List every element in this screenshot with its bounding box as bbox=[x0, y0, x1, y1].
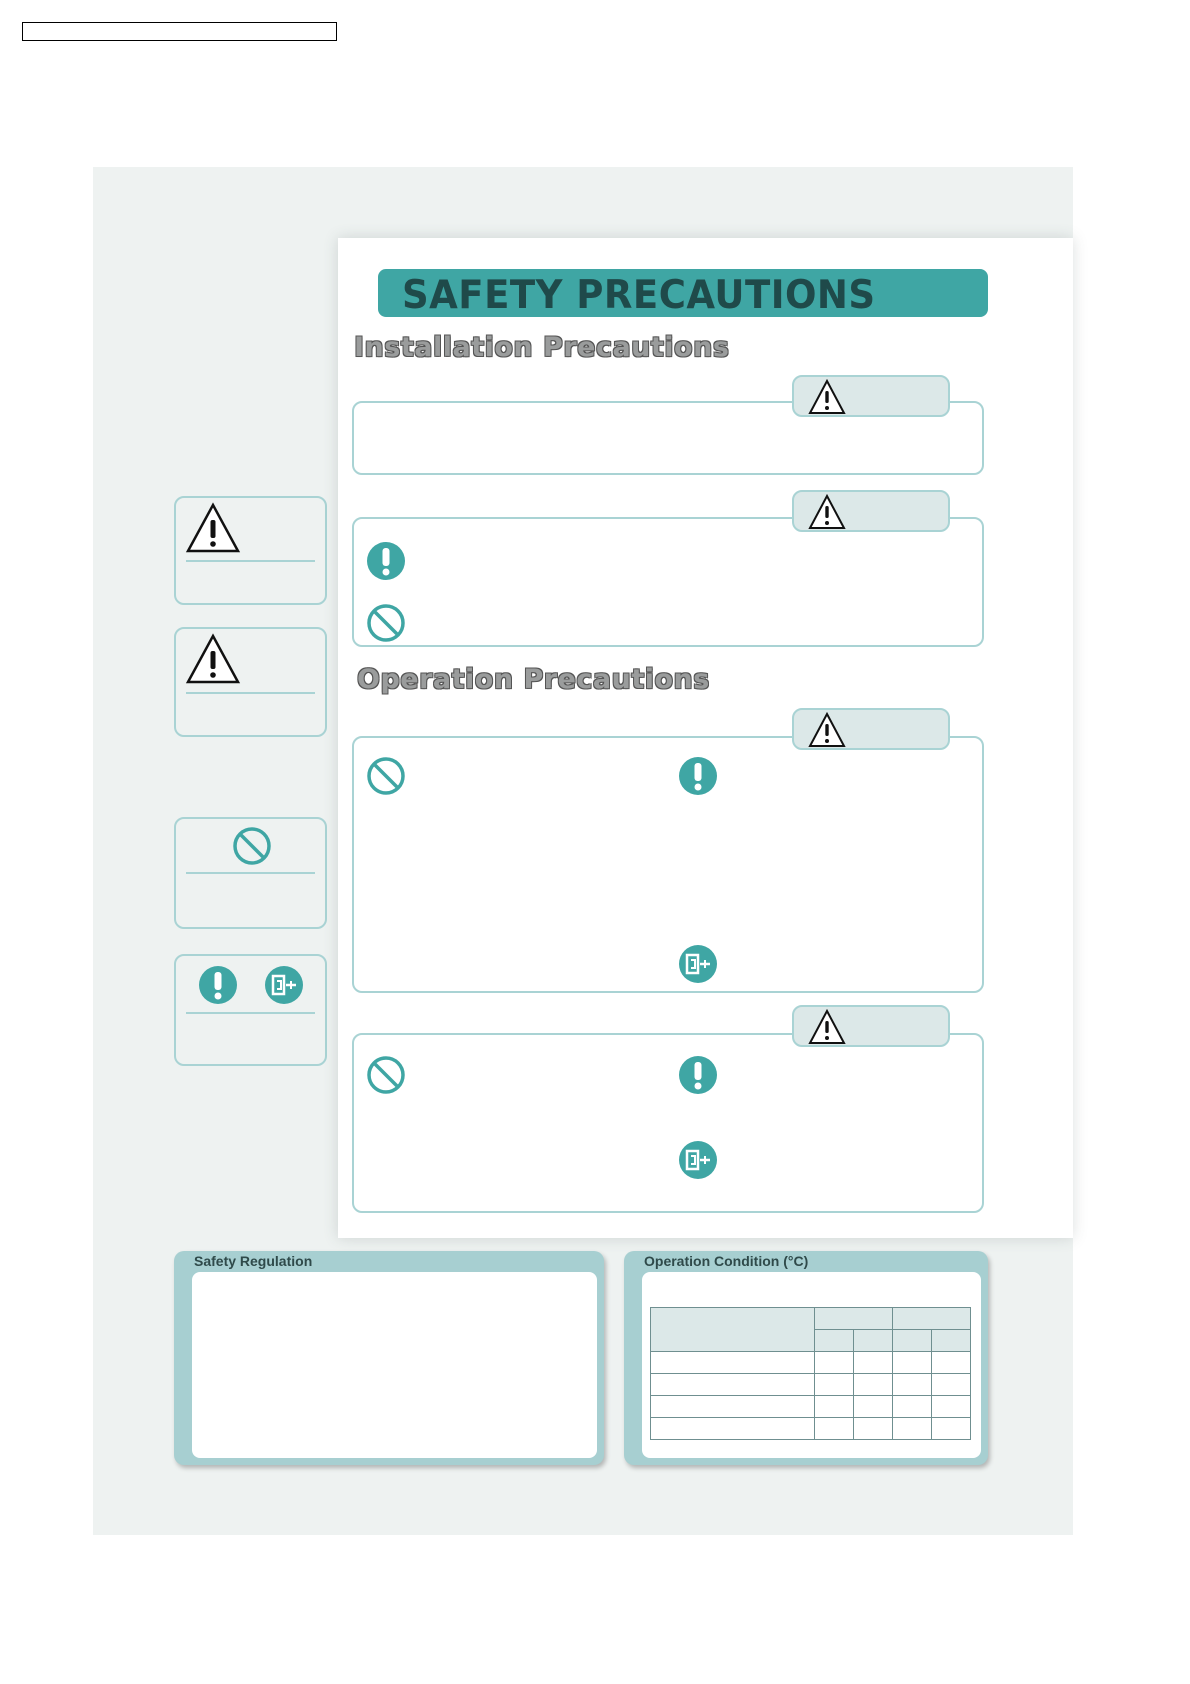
exclamation-icon bbox=[678, 1055, 718, 1095]
legend-mandatory-card bbox=[174, 954, 327, 1066]
table-subheader-cell bbox=[854, 1330, 893, 1352]
safety-regulation-card bbox=[174, 1251, 604, 1465]
warning-tab bbox=[792, 375, 950, 417]
operation-warning-frame bbox=[352, 736, 984, 993]
operation-condition-table bbox=[650, 1307, 971, 1440]
table-row bbox=[651, 1352, 971, 1374]
warning-triangle-icon bbox=[185, 633, 241, 685]
legend-warning-card bbox=[174, 496, 327, 605]
warning-triangle-icon bbox=[808, 1009, 846, 1045]
prohibited-icon bbox=[366, 1055, 406, 1095]
table-header-cell bbox=[815, 1308, 893, 1330]
warning-triangle-icon bbox=[808, 712, 846, 748]
table-row bbox=[651, 1396, 971, 1418]
legend-caution-card bbox=[174, 627, 327, 737]
unplug-icon bbox=[264, 965, 304, 1005]
title-banner bbox=[378, 269, 988, 317]
warning-triangle-icon bbox=[808, 494, 846, 530]
operation-caution-frame bbox=[352, 1033, 984, 1213]
legend-divider bbox=[186, 560, 315, 562]
legend-prohibited-card bbox=[174, 817, 327, 929]
installation-heading: Installation Precautions bbox=[354, 332, 730, 363]
table-subheader-cell bbox=[932, 1330, 971, 1352]
unplug-icon bbox=[678, 1140, 718, 1180]
prohibited-icon bbox=[232, 826, 272, 866]
warning-triangle-icon bbox=[185, 502, 241, 554]
prohibited-icon bbox=[366, 756, 406, 796]
legend-divider bbox=[186, 872, 315, 874]
caution-tab bbox=[792, 490, 950, 532]
caution-tab bbox=[792, 1005, 950, 1047]
exclamation-icon bbox=[198, 965, 238, 1005]
legend-divider bbox=[186, 692, 315, 694]
warning-tab bbox=[792, 708, 950, 750]
table-header-cell bbox=[651, 1308, 815, 1352]
table-header-cell bbox=[893, 1308, 971, 1330]
table-row bbox=[651, 1418, 971, 1440]
legend-divider bbox=[186, 1012, 315, 1014]
table-subheader-cell bbox=[893, 1330, 932, 1352]
exclamation-icon bbox=[366, 541, 406, 581]
page-title: SAFETY PRECAUTIONS bbox=[402, 273, 876, 318]
table-row bbox=[651, 1374, 971, 1396]
header-box bbox=[22, 22, 337, 41]
prohibited-icon bbox=[366, 603, 406, 643]
exclamation-icon bbox=[678, 756, 718, 796]
operation-heading: Operation Precautions bbox=[357, 664, 710, 695]
warning-triangle-icon bbox=[808, 379, 846, 415]
unplug-icon bbox=[678, 944, 718, 984]
safety-regulation-title: Safety Regulation bbox=[194, 1253, 313, 1269]
operation-condition-title: Operation Condition (°C) bbox=[644, 1253, 809, 1269]
safety-regulation-body bbox=[192, 1272, 597, 1458]
table-subheader-cell bbox=[815, 1330, 854, 1352]
installation-caution-frame bbox=[352, 517, 984, 647]
